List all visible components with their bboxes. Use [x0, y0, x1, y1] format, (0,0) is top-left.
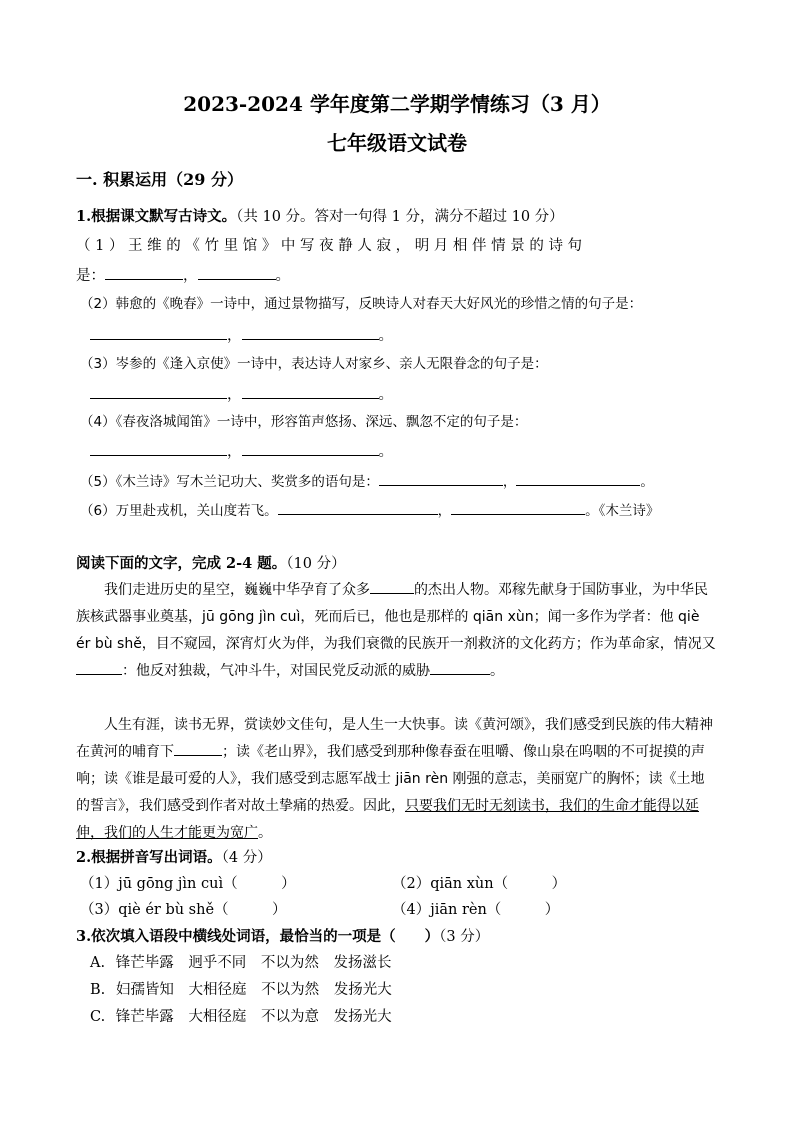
section-heading: 一. 积累运用（29 分） [76, 170, 243, 189]
q1-item-4: （4）《春夜洛城闻笛》一诗中，形容笛声悠扬、深远、飘忽不定的句子是： [80, 414, 528, 430]
answer-blank[interactable] [451, 500, 585, 515]
q2-item-2: （2）qiān xùn（ ） [392, 876, 567, 892]
reading-paragraph-1: 我们走进历史的星空，巍巍中华孕育了众多 的杰出人物。邓稼先献身于国防事业，为中华民族核武器事业奠基，jū gōng jìn cuì，死而后已，他也是那样的 qiān xùn；闻一多作为学者：他 qiè ér bù shě，目不窥园，深宵灯火为伴，为我们衰微的民族开一剂救济的文化药方；作为革命家，情况又：他反对独裁，气冲斗牛，对国民党反动派的威胁 。 [76, 577, 716, 685]
answer-blank[interactable] [379, 471, 503, 486]
answer-blank[interactable] [278, 500, 438, 515]
q1-item-1 [76, 236, 716, 256]
answer-blank[interactable] [90, 441, 227, 456]
q3-option-c[interactable]: C. 锋芒毕露 大相径庭 不以为意 发扬光大 [90, 1009, 392, 1025]
q2-item-4: （4）jiān rèn（ ） [392, 902, 560, 918]
q3-option-a[interactable]: A. 锋芒毕露 迥乎不同 不以为然 发扬滋长 [90, 955, 392, 971]
q1-item-3-answer: ， 。 [90, 384, 393, 405]
q3-option-b[interactable]: B. 妇孺皆知 大相径庭 不以为然 发扬光大 [90, 982, 392, 998]
answer-blank[interactable] [516, 471, 640, 486]
answer-blank[interactable] [105, 265, 183, 280]
q1-header [76, 207, 564, 227]
q1-item-1-answer: 是： ， 。 [76, 265, 290, 286]
q2-item-3: （3）qiè ér bù shě（ ） [80, 902, 287, 918]
q3-header: 3.依次填入语段中横线处词语，最恰当的一项是（ ）（3 分） [76, 928, 490, 945]
q1-item-1-text: （ 1 ） 王 维 的 《 竹 里 馆 》 中 写 夜 静 人 寂 ， 明 月 相 伴 情 景 的 诗 句 [76, 238, 583, 254]
reading-intro: 阅读下面的文字，完成 2-4 题。（10 分） [76, 555, 346, 572]
q1-item-4-answer: ， 。 [90, 441, 393, 462]
q2-header: 2.根据拼音写出词语。（4 分） [76, 849, 272, 866]
reading-paragraph-2: 人生有涯，读书无界，赏读妙文佳句，是人生一大快事。读《黄河颂》，我们感受到民族的伟大精神在黄河的哺育下 ；读《老山界》，我们感受到那种像春蚕在咀嚼、像山泉在呜咽的不可捉摸的声响；读《谁是最可爱的人》，我们感受到志愿军战士 jiān rèn 刚强的意志，美丽宽广的胸怀；读《土地的誓言》，我们感受到作者对故土挚痛的热爱。因此，只要我们无时无刻读书，我们的生命才能得以延伸，我们的人生才能更为宽广。 [76, 717, 713, 841]
q1-item-2-answer: ， 。 [90, 325, 393, 346]
answer-blank[interactable] [90, 384, 227, 399]
answer-blank[interactable] [90, 325, 227, 340]
q1-item-1-cont: 是： [76, 268, 105, 284]
fill-blank[interactable] [174, 741, 222, 756]
fill-blank[interactable] [76, 660, 122, 675]
answer-blank[interactable] [242, 325, 379, 340]
q1-item-6-end: 。《木兰诗》 [585, 503, 660, 519]
q2-item-1: （1）jū gōng jìn cuì（ ） [80, 876, 296, 892]
answer-blank[interactable] [198, 265, 276, 280]
q1-note: （共 10 分。答对一句得 1 分，满分不超过 10 分） [236, 209, 564, 225]
q1-item-6: （6）万里赴戎机，关山度若飞。 ， 。《木兰诗》 [80, 500, 659, 521]
answer-blank[interactable] [242, 441, 379, 456]
fill-blank[interactable] [430, 660, 490, 675]
exam-title: 2023-2024 学年度第二学期学情练习（3 月） [183, 92, 611, 116]
exam-subtitle: 七年级语文试卷 [327, 131, 467, 155]
q1-item-3: （3）岑参的《逢入京使》一诗中，表达诗人对家乡、亲人无限眷念的句子是： [80, 356, 548, 372]
q1-item-5: （5）《木兰诗》写木兰记功大、奖赏多的语句是： ， 。 [80, 471, 654, 492]
answer-blank[interactable] [242, 384, 379, 399]
q1-item-2: （2）韩愈的《晚春》一诗中，通过景物描写，反映诗人对春天大好风光的珍惜之情的句子是： [80, 296, 643, 312]
fill-blank[interactable] [370, 579, 414, 594]
q1-title: 1.根据课文默写古诗文。 [76, 208, 237, 225]
underlined-sentence: 只要我们无时无刻读书，我们的生命才能得以延伸，我们的人生才能更为宽广 [76, 798, 699, 841]
